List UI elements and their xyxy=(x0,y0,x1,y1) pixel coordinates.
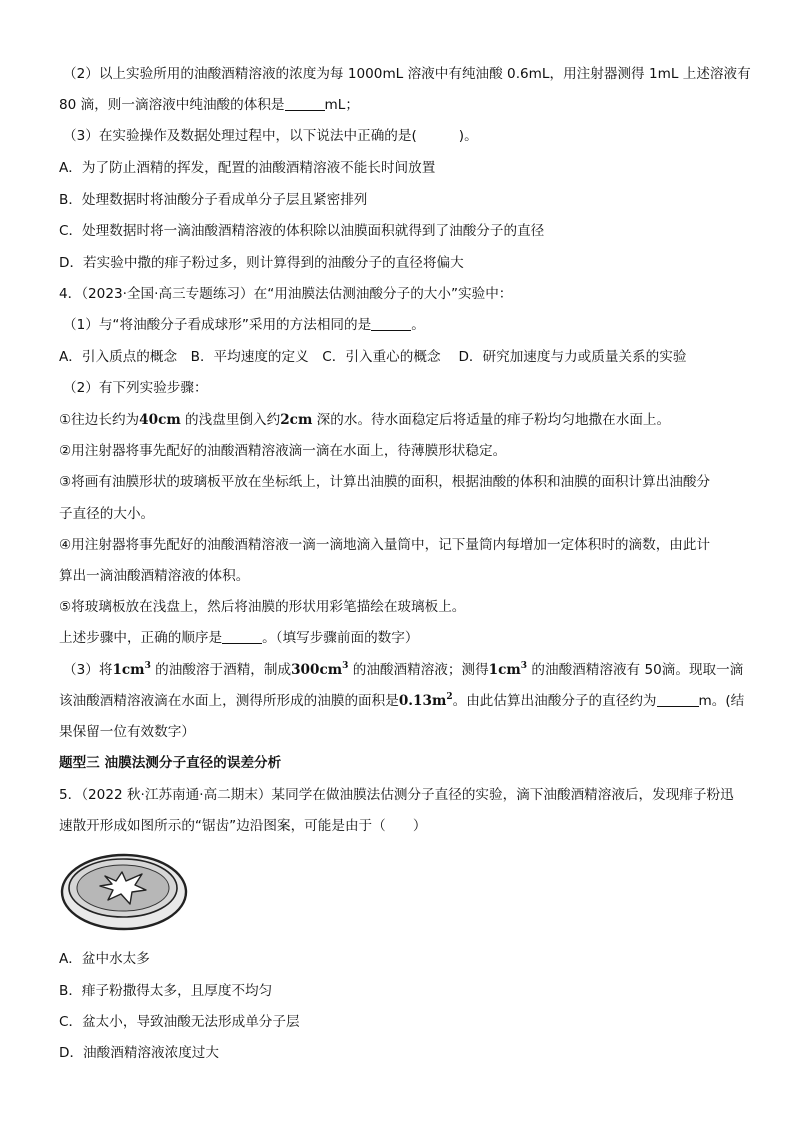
q5-stem-line2: 速散开形成如图所示的“锯齿”边沿图案，可能是由于（ ） xyxy=(59,818,427,834)
q4-order: 上述步骤中，正确的顺序是 。（填写步骤前面的数字） xyxy=(59,630,419,646)
q3-part2-line1: （2）以上实验所用的油酸酒精溶液的浓度为每 1000mL 溶液中有纯油酸 0.6mL，用注射器测得 1mL 上述溶液有 xyxy=(63,66,751,82)
q4-part1: （1）与“将油酸分子看成球形”采用的方法相同的是 。 xyxy=(63,317,425,333)
q3-option-c: C．处理数据时将一滴油酸酒精溶液的体积除以油膜面积就得到了油酸分子的直径 xyxy=(59,223,545,239)
q5-option-c: C．盆太小，导致油酸无法形成单分子层 xyxy=(59,1014,300,1030)
section-title: 题型三 油膜法测分子直径的误差分析 xyxy=(59,755,282,771)
q4-step4-line2: 算出一滴油酸酒精溶液的体积。 xyxy=(59,568,250,584)
q3-part2-line2: 80 滴，则一滴溶液中纯油酸的体积是 mL； xyxy=(59,97,359,113)
answer-blank[interactable] xyxy=(657,692,699,707)
q4-step5: ⑤将玻璃板放在浅盘上，然后将油膜的形状用彩笔描绘在玻璃板上。 xyxy=(59,599,466,615)
q4-step3-line2: 子直径的大小。 xyxy=(59,506,155,522)
q4-step1: ①往边长约为40cm 的浅盘里倒入约2cm 深的水。待水面稳定后将适量的痱子粉均匀地撒在水面上。 xyxy=(59,412,671,428)
q4-part3-line3: 果保留一位有效数字） xyxy=(59,724,195,740)
answer-blank[interactable] xyxy=(285,96,325,111)
q5-stem-line1: 5．（2022 秋·江苏南通·高二期末）某同学在做油膜法估测分子直径的实验，滴下油酸酒精溶液后，发现痱子粉迅 xyxy=(59,787,734,803)
q3-part3: （3）在实验操作及数据处理过程中，以下说法中正确的是( )。 xyxy=(63,128,478,144)
q4-part3-line1: （3）将$1cm^3$ 的油酸溶于酒精，制成$300cm^3$ 的油酸酒精溶液；测得$1cm^3$ 的油酸酒精溶液有 50滴。现取一滴 xyxy=(63,661,744,678)
q3-option-d: D．若实验中撒的痱子粉过多，则计算得到的油酸分子的直径将偏大 xyxy=(59,255,464,271)
q4-part1-options: A．引入质点的概念 B．平均速度的定义 C．引入重心的概念 D．研究加速度与力或质量关系的实验 xyxy=(59,349,687,365)
q5-option-b: B．痱子粉撒得太多，且厚度不均匀 xyxy=(59,983,273,999)
q3-option-b: B．处理数据时将油酸分子看成单分子层且紧密排列 xyxy=(59,192,368,208)
q4-part3-line2: 该油酸酒精溶液滴在水面上，测得所形成的油膜的面积是$0.13m^2$。由此估算出油酸分子的直径约为 m。(结 xyxy=(59,692,745,709)
q5-option-d: D．油酸酒精溶液浓度过大 xyxy=(59,1045,219,1061)
answer-blank[interactable] xyxy=(222,629,262,644)
q4-step3-line1: ③将画有油膜形状的玻璃板平放在坐标纸上，计算出油膜的面积，根据油酸的体积和油膜的面积计算出油酸分 xyxy=(59,474,711,490)
q3-option-a: A．为了防止酒精的挥发，配置的油酸酒精溶液不能长时间放置 xyxy=(59,160,436,176)
answer-blank[interactable] xyxy=(371,316,411,331)
q5-option-a: A．盆中水太多 xyxy=(59,951,150,967)
shallow-dish-figure xyxy=(60,852,190,938)
q4-step4-line1: ④用注射器将事先配好的油酸酒精溶液一滴一滴地滴入量筒中，记下量筒内每增加一定体积时的滴数，由此计 xyxy=(59,537,711,553)
q4-step2: ②用注射器将事先配好的油酸酒精溶液滴一滴在水面上，待薄膜形状稳定。 xyxy=(59,443,507,459)
q4-stem: 4．（2023·全国·高三专题练习）在“用油膜法估测油酸分子的大小”实验中： xyxy=(59,286,513,302)
q4-part2: （2）有下列实验步骤： xyxy=(63,380,208,396)
